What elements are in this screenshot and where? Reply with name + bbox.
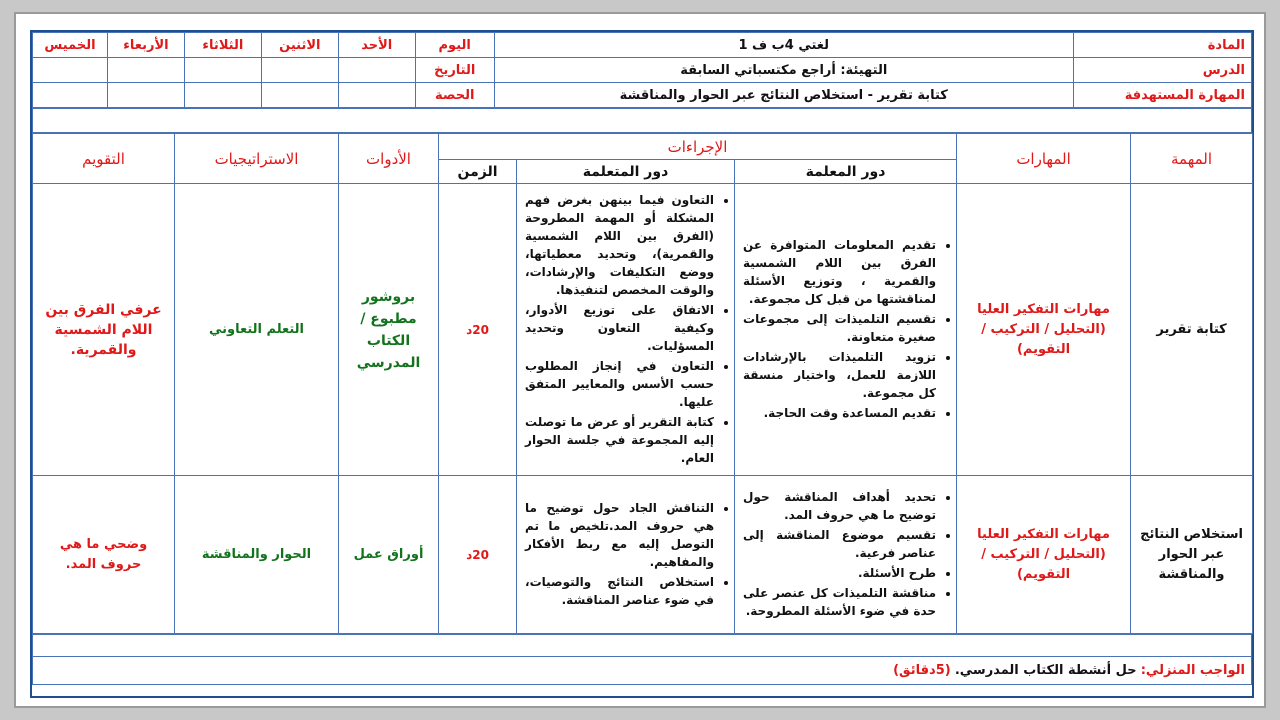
homework-label: الواجب المنزلي:: [1140, 663, 1245, 678]
homework-time: (5دقائق): [893, 663, 951, 678]
page-frame: [14, 12, 1266, 708]
period-cell: [184, 83, 261, 108]
time-cell: 20د: [439, 476, 517, 634]
period-cell: [338, 83, 415, 108]
col-strategies: الاستراتيجيات: [175, 134, 339, 184]
student-role-cell: [517, 476, 735, 634]
list-item: • تقديم المساعدة وقت الحاجة.: [743, 404, 936, 422]
spacer-table: [32, 108, 1252, 133]
day-label: اليوم: [415, 33, 494, 58]
tools-cell: بروشور مطبوع / الكتاب المدرسي: [339, 184, 439, 476]
lesson-value: التهيئة: أراجع مكتسباتي السابقة: [494, 58, 1073, 83]
period-cell: [107, 83, 184, 108]
subject-value: لغتي 4ب ف 1: [494, 33, 1073, 58]
col-time: الزمن: [439, 160, 517, 184]
list-item: • تقسيم التلميذات إلى مجموعات صغيرة متعاونة.: [743, 310, 936, 346]
time-cell: 20د: [439, 184, 517, 476]
list-item: • الاتفاق على توزيع الأدوار، وكيفية التعاون وتحديد المسؤليات.: [525, 301, 714, 355]
date-cell: [107, 58, 184, 83]
col-tools: الأدوات: [339, 134, 439, 184]
strategies-cell: التعلم التعاوني: [175, 184, 339, 476]
spacer-row: [33, 109, 1252, 133]
date-label: التاريخ: [415, 58, 494, 83]
homework-cell: [33, 657, 1252, 685]
day-thursday: الخميس: [33, 33, 108, 58]
col-evaluation: التقويم: [33, 134, 175, 184]
date-cell: [184, 58, 261, 83]
main-table: [32, 133, 1253, 634]
period-cell: [261, 83, 338, 108]
list-item: • طرح الأسئلة.: [743, 564, 936, 582]
skill-label: المهارة المستهدفة: [1073, 83, 1251, 108]
teacher-role-cell: [735, 476, 957, 634]
list-item: • استخلاص النتائج والتوصيات، في ضوء عناصر المناقشة.: [525, 573, 714, 609]
list-item: • التعاون في إنجاز المطلوب حسب الأسس والمعايير المتفق عليها.: [525, 357, 714, 411]
subject-label: المادة: [1073, 33, 1251, 58]
list-item: • التناقش الجاد حول توضيح ما هي حروف المد.تلخيص ما تم التوصل إليه مع ربط الأفكار والمفاهيم.: [525, 499, 714, 571]
col-task: المهمة: [1131, 134, 1253, 184]
tools-cell: أوراق عمل: [339, 476, 439, 634]
strategies-cell: الحوار والمناقشة: [175, 476, 339, 634]
list-item: • تقديم المعلومات المتوافرة عن الفرق بين اللام الشمسية والقمرية ، وتوزيع الأسئلة لمناقشتها من قبل كل مجموعة.: [743, 236, 936, 308]
col-procedures: الإجراءات: [439, 134, 957, 160]
list-item: • كتابة التقرير أو عرض ما توصلت إليه المجموعة في جلسة الحوار العام.: [525, 413, 714, 467]
skills-cell: مهارات التفكير العليا (التحليل / التركيب / التقويم): [957, 476, 1131, 634]
student-role-cell: [517, 184, 735, 476]
header-table: [32, 32, 1252, 108]
task-cell: استخلاص النتائج عبر الحوار والمناقشة: [1131, 476, 1253, 634]
col-student-role: دور المتعلمة: [517, 160, 735, 184]
spacer-row: [33, 635, 1252, 657]
task-cell: كتابة تقرير: [1131, 184, 1253, 476]
skill-value: كتابة تقرير - استخلاص النتائج عبر الحوار والمناقشة: [494, 83, 1073, 108]
date-cell: [33, 58, 108, 83]
table-row: [33, 184, 1253, 476]
teacher-role-cell: [735, 184, 957, 476]
col-skills: المهارات: [957, 134, 1131, 184]
evaluation-cell: عرفي الفرق بين اللام الشمسية والقمرية.: [33, 184, 175, 476]
evaluation-cell: وضحي ما هي حروف المد.: [33, 476, 175, 634]
list-item: • تحديد أهداف المناقشة حول توضيح ما هي حروف المد.: [743, 488, 936, 524]
col-teacher-role: دور المعلمة: [735, 160, 957, 184]
footer-table: [32, 634, 1252, 685]
list-item: • التعاون فيما بينهن بغرض فهم المشكلة أو المهمة المطروحة (الفرق بين اللام الشمسية والقمرية)، وتحديد معطياتها، ووضع التكليفات والإرشادات، والوقت المخصص لتنفيذها.: [525, 191, 714, 299]
homework-text: حل أنشطة الكتاب المدرسي.: [954, 663, 1137, 678]
skills-cell: مهارات التفكير العليا (التحليل / التركيب / التقويم): [957, 184, 1131, 476]
day-tuesday: الثلاثاء: [184, 33, 261, 58]
list-item: • تقسيم موضوع المناقشة إلى عناصر فرعية.: [743, 526, 936, 562]
day-sunday: الأحد: [338, 33, 415, 58]
period-cell: [33, 83, 108, 108]
date-cell: [338, 58, 415, 83]
lesson-plan-sheet: [30, 30, 1254, 698]
day-monday: الاثنين: [261, 33, 338, 58]
lesson-label: الدرس: [1073, 58, 1251, 83]
period-label: الحصة: [415, 83, 494, 108]
date-cell: [261, 58, 338, 83]
day-wednesday: الأربعاء: [107, 33, 184, 58]
list-item: • مناقشة التلميذات كل عنصر على حدة في ضوء الأسئلة المطروحة.: [743, 584, 936, 620]
table-row: [33, 476, 1253, 634]
list-item: • تزويد التلميذات بالإرشادات اللازمة للعمل، واختيار منسقة كل مجموعة.: [743, 348, 936, 402]
